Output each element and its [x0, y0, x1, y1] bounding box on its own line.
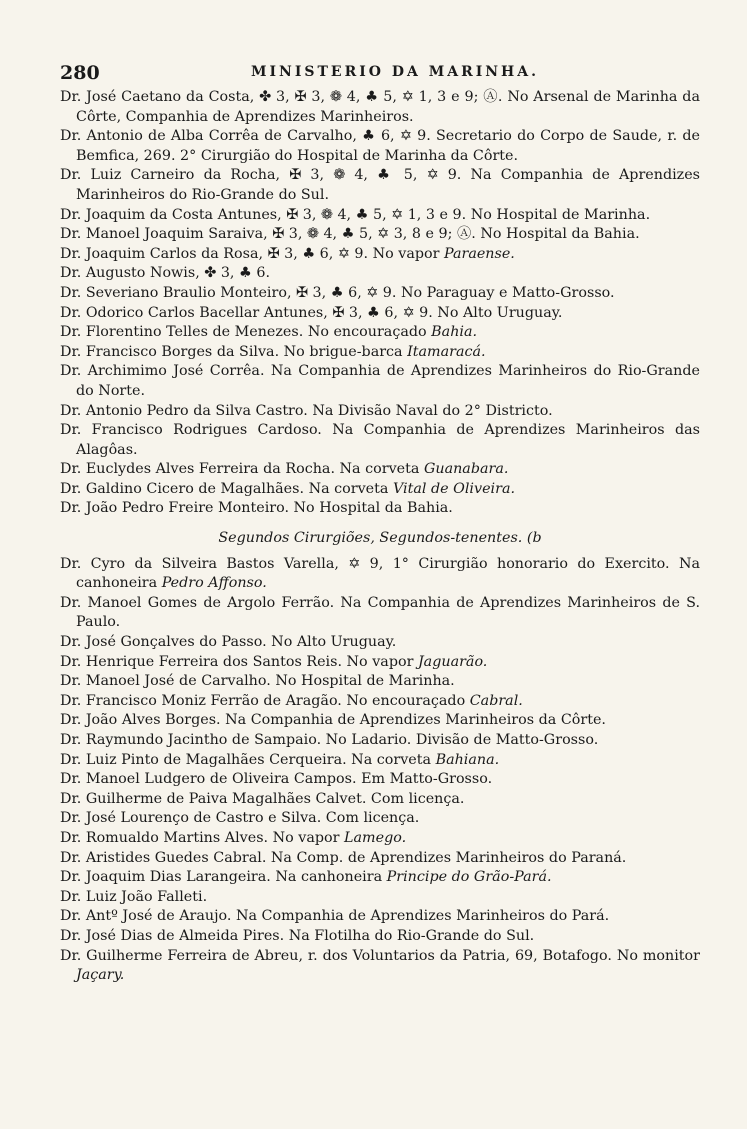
entry-text: Dr. Antonio Pedro da Silva Castro. Na Divisão Naval do 2° Districto. [60, 402, 553, 419]
entry-text: Dr. José Caetano da Costa, ✤ 3, ✠ 3, ❁ 4, ♣ 5, ✡ 1, 3 e 9; Ⓐ. No Arsenal de Marinha da Côrte, Companhia de Aprendizes Marinheiros. [60, 89, 700, 125]
list-item [60, 480, 700, 500]
entry-text: Dr. Guilherme Ferreira de Abreu, r. dos Voluntarios da Patria, 69, Botafogo. No monitor [60, 947, 700, 964]
entry-text: Dr. Galdino Cicero de Magalhães. Na corveta [60, 480, 393, 497]
vessel-name: Bahiana. [435, 751, 500, 768]
section-segundos-cirurgioes [60, 555, 700, 986]
list-item [60, 555, 700, 594]
list-item [60, 653, 700, 673]
list-item [60, 751, 700, 771]
entry-text: Dr. Guilherme de Paiva Magalhães Calvet. Com licença. [60, 790, 465, 807]
entry-text: Dr. Luiz João Falleti. [60, 888, 208, 905]
vessel-name: Vital de Oliveira. [392, 480, 516, 497]
list-item [60, 402, 700, 422]
vessel-name: Itamaracá. [407, 343, 486, 360]
entry-text: Dr. João Alves Borges. Na Companhia de Aprendizes Marinheiros da Côrte. [60, 712, 606, 729]
entry-text: Dr. Manoel José de Carvalho. No Hospital de Marinha. [60, 673, 455, 690]
list-item [60, 206, 700, 226]
entry-text: Dr. Florentino Telles de Menezes. No encouraçado [60, 324, 432, 341]
list-item [60, 868, 700, 888]
list-item [60, 947, 700, 986]
list-item [60, 770, 700, 790]
vessel-name: Bahia. [431, 324, 478, 341]
entry-text: Dr. Manoel Gomes de Argolo Ferrão. Na Companhia de Aprendizes Marinheiros de S. Paulo. [60, 594, 700, 631]
list-item [60, 692, 700, 712]
list-item [60, 225, 700, 245]
list-item [60, 166, 700, 205]
vessel-name: Principe do Grão-Pará. [386, 869, 552, 886]
vessel-name: Lamego. [344, 829, 407, 846]
entries [60, 88, 700, 986]
list-item [60, 264, 700, 284]
vessel-name: Pedro Affonso. [161, 575, 267, 592]
entry-text: Dr. Cyro da Silveira Bastos Varella, ✡ 9, 1° Cirurgião honorario do Exercito. Na canhoneira [60, 555, 700, 592]
page-header [60, 62, 700, 88]
entry-text: Dr. Raymundo Jacintho de Sampaio. No Ladario. Divisão de Matto-Grosso. [60, 732, 599, 748]
list-item [60, 343, 700, 363]
entry-text: Dr. José Gonçalves do Passo. No Alto Uruguay. [60, 634, 397, 651]
list-item [60, 499, 700, 519]
list-item [60, 809, 700, 829]
entry-text: Dr. Antº José de Araujo. Na Companhia de Aprendizes Marinheiros do Pará. [60, 908, 610, 925]
list-item [60, 711, 700, 731]
list-item [60, 633, 700, 653]
section-primeiros-cirurgioes [60, 88, 700, 519]
list-item [60, 421, 700, 460]
section-heading: Segundos Cirurgiões, Segundos-tenentes. (b [218, 530, 542, 547]
list-item [60, 849, 700, 869]
entry-text: Dr. Joaquim da Costa Antunes, ✠ 3, ❁ 4, ♣ 5, ✡ 1, 3 e 9. No Hospital de Marinha. [60, 206, 651, 223]
list-item [60, 284, 700, 304]
list-item [60, 888, 700, 908]
entry-text: Dr. Francisco Moniz Ferrão de Aragão. No encouraçado [60, 692, 470, 709]
entry-text: Dr. Joaquim Carlos da Rosa, ✠ 3, ♣ 6, ✡ 9. No vapor [60, 245, 444, 262]
list-item [60, 829, 700, 849]
entry-text: Dr. Severiano Braulio Monteiro, ✠ 3, ♣ 6, ✡ 9. No Paraguay e Matto-Grosso. [60, 284, 615, 301]
entry-text: Dr. Francisco Rodrigues Cardoso. Na Companhia de Aprendizes Marinheiros das Alagôas. [60, 422, 700, 458]
entry-text: Dr. Manoel Ludgero de Oliveira Campos. Em Matto-Grosso. [60, 771, 493, 788]
list-item [60, 672, 700, 692]
list-item [60, 88, 700, 127]
entry-text: Dr. José Dias de Almeida Pires. Na Flotilha do Rio-Grande do Sul. [60, 927, 535, 944]
list-item [60, 907, 700, 927]
list-item [60, 304, 700, 324]
entry-text: Dr. Henrique Ferreira dos Santos Reis. No vapor [60, 653, 418, 670]
entry-text: Dr. Augusto Nowis, ✤ 3, ♣ 6. [60, 265, 271, 282]
entry-text: Dr. Luiz Carneiro da Rocha, ✠ 3, ❁ 4, ♣ 5, ✡ 9. Na Companhia de Aprendizes Marinheiros do Rio-Grande do Sul. [60, 167, 700, 203]
list-item [60, 731, 700, 751]
entry-text: Dr. Francisco Borges da Silva. No brigue-barca [60, 343, 408, 360]
entry-text: Dr. Romualdo Martins Alves. No vapor [60, 829, 345, 846]
vessel-name: Guanabara. [423, 461, 509, 478]
list-item [60, 127, 700, 166]
entry-text: Dr. Joaquim Dias Larangeira. Na canhoneira [60, 869, 387, 886]
list-item [60, 790, 700, 810]
list-item [60, 594, 700, 633]
entry-text: Dr. Odorico Carlos Bacellar Antunes, ✠ 3, ♣ 6, ✡ 9. No Alto Uruguay. [60, 304, 563, 321]
document-page [60, 62, 700, 986]
entry-text: Dr. José Lourenço de Castro e Silva. Com licença. [60, 810, 420, 827]
entry-text: Dr. João Pedro Freire Monteiro. No Hospital da Bahia. [60, 500, 453, 517]
entry-text: Dr. Archimimo José Corrêa. Na Companhia de Aprendizes Marinheiros do Rio-Grande do Norte. [60, 363, 700, 399]
entry-text: Dr. Antonio de Alba Corrêa de Carvalho, ♣ 6, ✡ 9. Secretario do Corpo de Saude, r. de Bemfica, 269. 2° Cirurgião do Hospital de Marinha da Côrte. [60, 128, 700, 164]
vessel-name: Cabral. [469, 692, 523, 709]
vessel-name: Jaçary. [76, 967, 125, 984]
running-title: MINISTERIO DA MARINHA. [250, 64, 540, 80]
entry-text: Dr. Luiz Pinto de Magalhães Cerqueira. Na corveta [60, 751, 436, 768]
vessel-name: Paraense. [443, 245, 515, 262]
vessel-name: Jaguarão. [417, 653, 488, 670]
list-item [60, 245, 700, 265]
list-item [60, 460, 700, 480]
page-number: 280 [60, 62, 100, 84]
list-item [60, 362, 700, 401]
list-item [60, 927, 700, 947]
entry-text: Dr. Euclydes Alves Ferreira da Rocha. Na corveta [60, 461, 424, 478]
entry-text: Dr. Manoel Joaquim Saraiva, ✠ 3, ❁ 4, ♣ 5, ✡ 3, 8 e 9; Ⓐ. No Hospital da Bahia. [60, 226, 640, 243]
list-item [60, 323, 700, 343]
entry-text: Dr. Aristides Guedes Cabral. Na Comp. de Aprendizes Marinheiros do Paraná. [60, 849, 627, 866]
